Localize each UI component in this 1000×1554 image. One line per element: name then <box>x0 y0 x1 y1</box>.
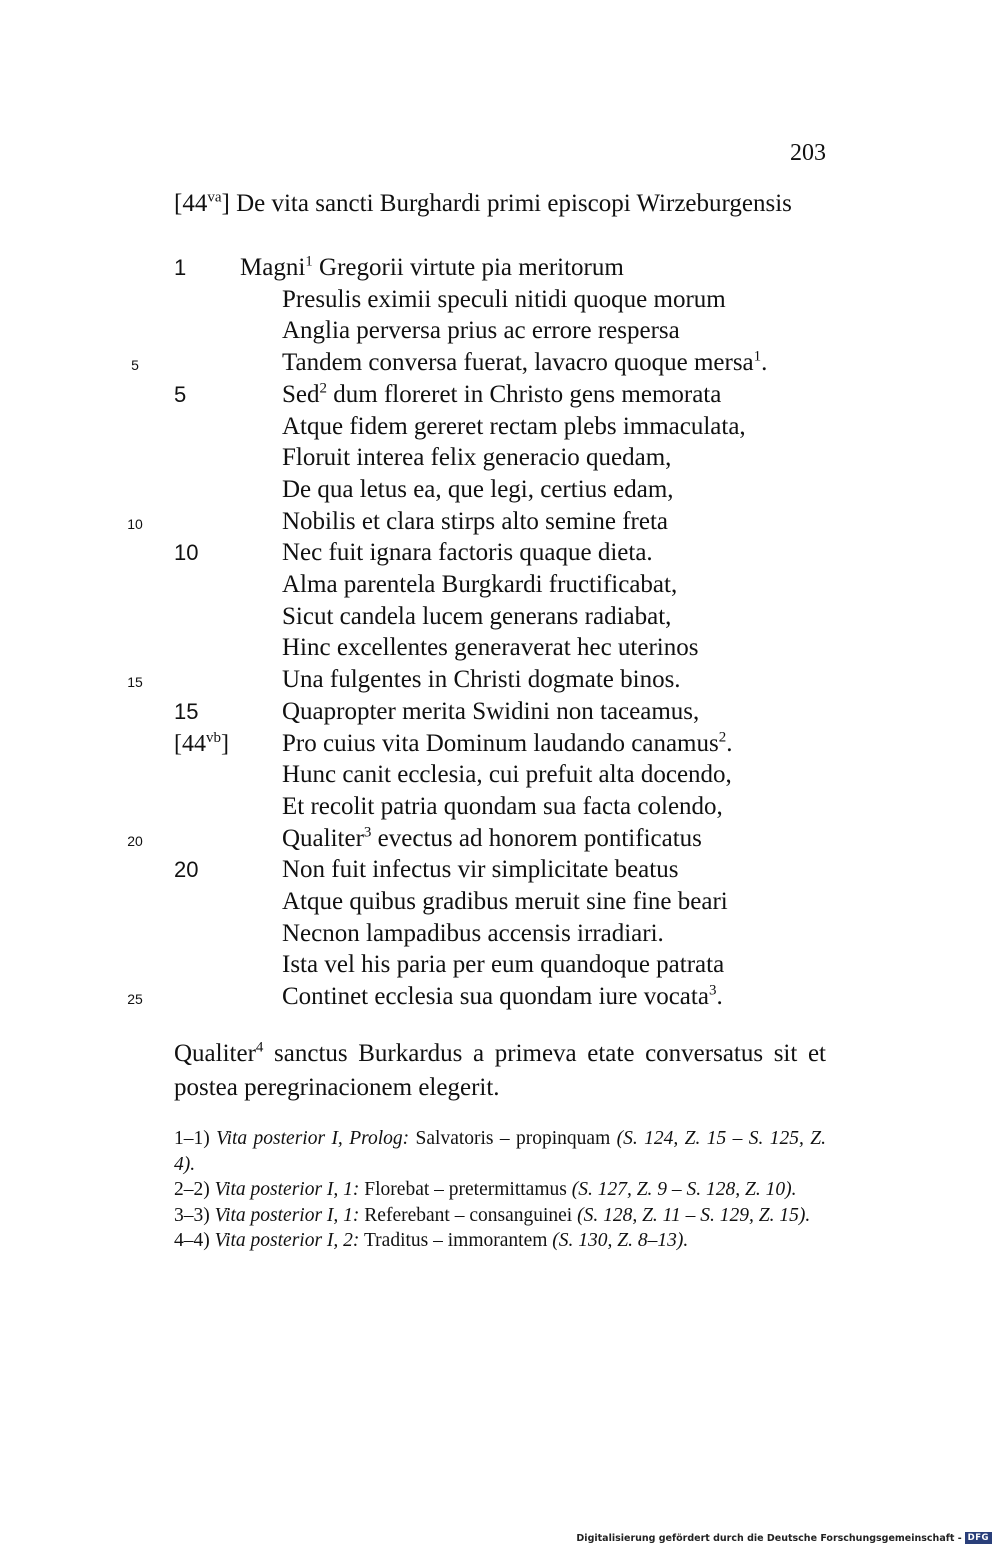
poem-line <box>0 728 1000 760</box>
footnote-ref: 1 <box>305 253 313 270</box>
verse-text-end: evectus ad honorem pontificatus <box>371 824 702 852</box>
verse-text <box>282 759 732 791</box>
footnote <box>174 1228 826 1254</box>
verse-text <box>282 949 724 981</box>
verse-text <box>282 411 746 443</box>
footnote-marker: 4–4) <box>174 1230 215 1251</box>
footnote <box>174 1177 826 1203</box>
poem-line <box>0 506 1000 538</box>
page-line-number: 10 <box>127 515 143 532</box>
verse-number: 20 <box>174 857 199 883</box>
poem-line <box>0 347 1000 379</box>
chapter-heading-rest: sanctus Burkardus a primeva etate conversatus sit et postea peregrinacionem elegerit. <box>174 1040 826 1101</box>
verse-text-start: Una fulgentes in Christi dogmate binos. <box>282 666 681 694</box>
verse-text-end: dum floreret in Christo gens memorata <box>327 380 722 408</box>
footnote-ref: 1 <box>753 348 762 365</box>
verse-text <box>282 823 702 855</box>
folio-marker <box>174 728 229 760</box>
footnote-source: Vita posterior I, 2: <box>214 1230 360 1251</box>
poem-line <box>0 442 1000 474</box>
footnote-text: Referebant – consanguinei <box>359 1204 578 1226</box>
verse-text-start: Quapropter merita Swidini non taceamus, <box>282 697 700 725</box>
footnote-marker: 1–1) <box>174 1128 217 1149</box>
verse-text-end: Gregorii virtute pia meritorum <box>312 254 624 281</box>
footnote-source: Vita posterior I, 1: <box>214 1204 360 1226</box>
footnote-ref: 2 <box>718 729 727 746</box>
poem-line <box>0 284 1000 316</box>
footnote-source: Vita posterior I, Prolog: <box>216 1128 410 1149</box>
footnote-reference: (S. 124, Z. 15 – S. 125, Z. 4). <box>174 1128 826 1175</box>
digitization-footer <box>576 1532 992 1544</box>
heading-text: ] De vita sancti Burghardi primi episcopi Wirzeburgensis <box>221 190 792 217</box>
verse-text-end: . <box>726 729 733 757</box>
verse-text <box>282 918 664 950</box>
folio-marker-suffix: ] <box>221 730 229 757</box>
verse-text-start: Atque quibus gradibus meruit sine fine beari <box>282 888 728 915</box>
poem-line <box>0 791 1000 823</box>
poem-line <box>0 696 1000 728</box>
page-line-number: 15 <box>127 674 143 691</box>
verse-text <box>240 252 624 284</box>
verse-text-start: Non fuit infectus vir simplicitate beatus <box>282 856 679 884</box>
verse-text-start: Nec fuit ignara factoris quaque dieta. <box>282 539 653 567</box>
verse-text <box>282 791 723 823</box>
footnotes <box>174 1126 826 1254</box>
footnote-ref: 3 <box>363 824 372 841</box>
poem-line <box>0 823 1000 855</box>
verse-text-start: Anglia perversa prius ac errore respersa <box>282 317 680 345</box>
verse-text-start: Tandem conversa fuerat, lavacro quoque mersa <box>282 349 754 377</box>
verse-text-end: . <box>761 349 768 377</box>
poem-line <box>0 664 1000 696</box>
verse-text-start: Presulis eximii speculi nitidi quoque morum <box>282 285 726 313</box>
poem-line <box>0 411 1000 443</box>
footnote-reference: (S. 128, Z. 11 – S. 129, Z. 15). <box>577 1204 811 1226</box>
footnote-marker: 2–2) <box>174 1179 215 1200</box>
footnote-text: Traditus – immorantem <box>359 1230 553 1251</box>
verse-number: 10 <box>174 540 199 566</box>
verse-text-start: Hunc canit ecclesia, cui prefuit alta docendo, <box>282 761 732 789</box>
poem-line <box>0 886 1000 918</box>
footnote-text: Salvatoris – propinquam <box>409 1128 617 1149</box>
verse-text <box>282 442 671 474</box>
verse-text-start: Pro cuius vita Dominum laudando canamus <box>282 729 719 757</box>
heading-folio-superscript: va <box>207 189 222 206</box>
verse-text <box>282 506 668 538</box>
verse-text-start: Necnon lampadibus accensis irradiari. <box>282 919 664 947</box>
footnote-reference: (S. 127, Z. 9 – S. 128, Z. 10). <box>571 1179 797 1200</box>
verse-text-start: Alma parentela Burgkardi fructificabat, <box>282 571 678 598</box>
verse-text-start: Sicut candela lucem generans radiabat, <box>282 602 672 630</box>
verse-text-start: Et recolit patria quondam sua facta colendo, <box>282 792 723 820</box>
verse-text-start: Magni <box>240 254 306 281</box>
poem-line <box>0 537 1000 569</box>
poem-line <box>0 759 1000 791</box>
verse-text <box>282 601 671 633</box>
verse-text <box>282 537 653 569</box>
verse-text-start: De qua letus ea, que legi, certius edam, <box>282 475 674 503</box>
footnote <box>174 1203 826 1229</box>
verse-text-start: Qualiter <box>282 824 364 852</box>
footnote <box>174 1126 826 1177</box>
verse-text-start: Hinc excellentes generaverat hec uterinos <box>282 634 699 662</box>
poem-line <box>0 379 1000 411</box>
verse-text-start: Continet ecclesia sua quondam iure vocata <box>282 983 709 1011</box>
verse-text <box>282 886 728 918</box>
poem-line <box>0 601 1000 633</box>
heading-prefix: [44 <box>174 190 208 217</box>
footnote-text: Florebat – pretermittamus <box>359 1179 572 1200</box>
verse-number: 1 <box>174 255 187 280</box>
footnote-reference: (S. 130, Z. 8–13). <box>552 1230 689 1251</box>
verse-text-start: Floruit interea felix generacio quedam, <box>282 444 672 472</box>
chapter-heading-footnote-ref: 4 <box>255 1039 264 1056</box>
verse-text <box>282 854 678 886</box>
dfg-logo: DFG <box>965 1532 992 1544</box>
chapter-heading-start: Qualiter <box>174 1040 256 1067</box>
page-line-number: 20 <box>127 832 143 849</box>
footnote-source: Vita posterior I, 1: <box>214 1179 360 1200</box>
verse-text-start: Ista vel his paria per eum quandoque patrata <box>282 951 725 979</box>
poem-line <box>0 981 1000 1013</box>
verse-text <box>282 379 721 411</box>
verse-text-start: Sed <box>282 380 320 408</box>
verse-text-start: Nobilis et clara stirps alto semine freta <box>282 507 668 535</box>
verse-text <box>282 696 699 728</box>
poem-line <box>0 569 1000 601</box>
chapter-heading <box>174 1037 826 1105</box>
poem-line <box>0 632 1000 664</box>
footnote-ref: 3 <box>708 982 717 999</box>
poem-line <box>0 854 1000 886</box>
poem-line <box>0 949 1000 981</box>
verse-number: 5 <box>174 381 187 407</box>
verse-text-start: Atque fidem gereret rectam plebs immaculata, <box>282 412 746 440</box>
verse-text <box>282 347 767 379</box>
verse-text <box>282 315 680 347</box>
footer-text: Digitalisierung gefördert durch die Deutsche Forschungsgemeinschaft - <box>576 1532 962 1544</box>
verse-number: 15 <box>174 698 199 724</box>
poem-line <box>0 315 1000 347</box>
folio-marker-superscript: vb <box>206 729 221 746</box>
verse-text <box>282 632 698 664</box>
verse-text <box>282 728 732 760</box>
footnote-ref: 2 <box>319 380 327 397</box>
page-line-number: 5 <box>131 357 139 374</box>
verse-text <box>282 474 674 506</box>
page-line-number: 25 <box>127 991 143 1008</box>
footnote-marker: 3–3) <box>174 1204 215 1226</box>
poem-line <box>0 918 1000 950</box>
verse-text-end: . <box>716 983 723 1011</box>
verse-text <box>282 664 681 696</box>
verse-text <box>282 981 723 1013</box>
verse-text <box>282 569 677 601</box>
verse-text <box>282 284 726 316</box>
poem-line <box>0 252 1000 284</box>
poem-line <box>0 474 1000 506</box>
folio-marker-prefix: [44 <box>174 730 206 757</box>
page-number: 203 <box>790 140 826 166</box>
